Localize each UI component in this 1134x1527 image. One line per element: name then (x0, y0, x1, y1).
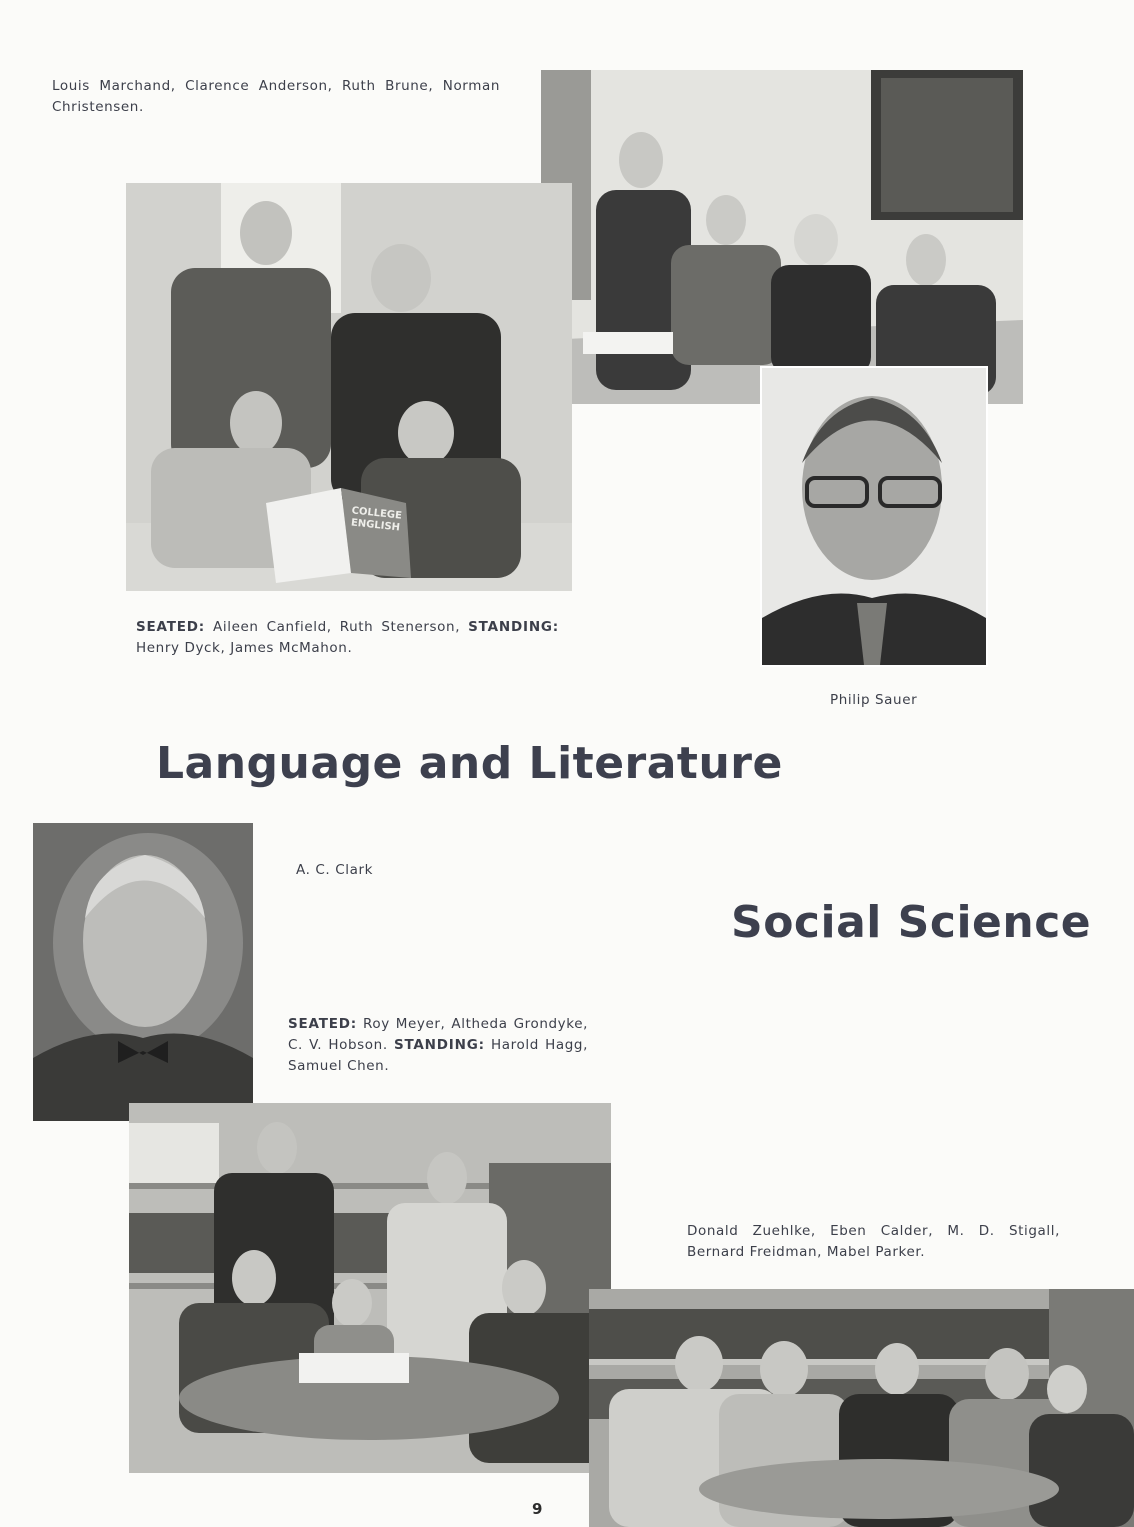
caption-top-left: Louis Marchand, Clarence Anderson, Ruth Brune, Norman Christensen. (52, 78, 500, 115)
photo-portrait-sauer (760, 366, 988, 667)
page-number: 9 (532, 1500, 543, 1518)
caption-portrait-sauer: Philip Sauer (830, 692, 918, 708)
seated-names: Aileen Canfield, Ruth Stenerson, (204, 619, 469, 635)
heading-language-literature: Language and Literature (156, 738, 783, 789)
standing-names-social: Harold Hagg, Samuel Chen. (288, 1037, 588, 1074)
photo-group-bottom-right (589, 1289, 1134, 1527)
standing-label-social: STANDING: (393, 1037, 485, 1053)
caption-portrait-clark: A. C. Clark (296, 862, 374, 878)
seated-names-social: Roy Meyer, Altheda Grondyke, C. V. Hobson. (288, 1016, 588, 1053)
caption-group-social (288, 1014, 588, 1077)
seated-label: SEATED: (136, 619, 205, 635)
seated-label-social: SEATED: (288, 1016, 357, 1032)
photo-group-social (129, 1103, 611, 1473)
photo-portrait-clark (33, 823, 253, 1121)
standing-names: Henry Dyck, James McMahon. (136, 640, 353, 656)
photo-group-coffee (541, 70, 1023, 404)
standing-label: STANDING: (468, 619, 559, 635)
photo-group-english (126, 183, 572, 591)
heading-social-science: Social Science (731, 897, 1092, 948)
book-cover-text: COLLEGE ENGLISH (350, 505, 403, 534)
caption-group-english (136, 617, 559, 659)
caption-bottom-right: Donald Zuehlke, Eben Calder, M. D. Stigall, Bernard Freidman, Mabel Parker. (687, 1223, 1060, 1260)
